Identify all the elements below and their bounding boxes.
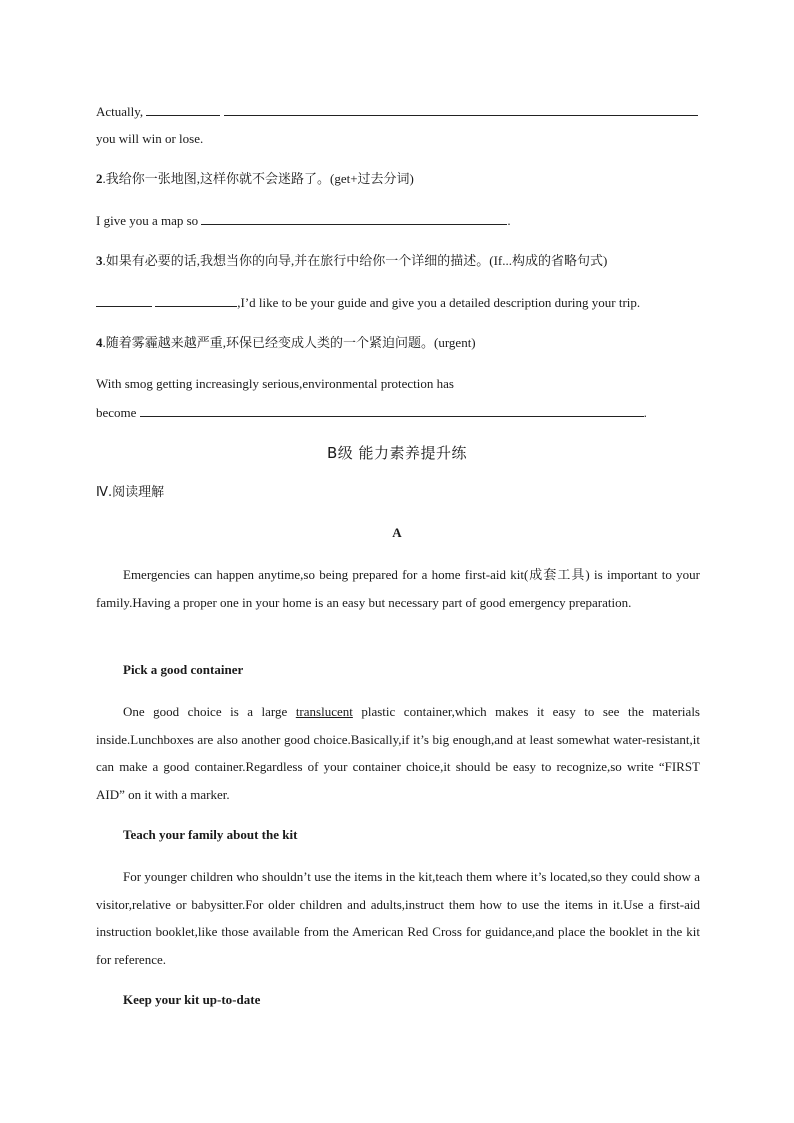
passage-label: A	[392, 525, 402, 540]
q1-prefix: Actually,	[96, 104, 144, 119]
q4-line-1: With smog getting increasingly serious,environmental protection has	[96, 376, 454, 391]
q2-prompt	[96, 170, 414, 188]
q3-blank-2[interactable]	[155, 293, 237, 307]
passage-paragraph-3	[96, 863, 700, 974]
q3-prompt-text: .如果有必要的话,我想当你的向导,并在旅行中给你一个详细的描述。(If...构成的省略句式)	[102, 253, 608, 268]
heading-teach-family: Teach your family about the kit	[123, 827, 298, 842]
q1-second-line: you will win or lose.	[96, 131, 204, 146]
q2-answer-line	[96, 211, 511, 230]
q3-answer-line	[96, 293, 640, 312]
q1-blank-1[interactable]	[146, 102, 220, 116]
underlined-word: translucent	[295, 704, 353, 719]
q2-blank[interactable]	[201, 211, 507, 225]
q2-answer-prefix: I give you a map so	[96, 213, 199, 228]
paragraph-2-text-a: One good choice is a large	[123, 704, 296, 719]
q4-line2-prefix: become	[96, 405, 137, 420]
q3-blank-1[interactable]	[96, 293, 152, 307]
heading-pick-container: Pick a good container	[123, 662, 244, 677]
q3-answer-suffix: ,I’d like to be your guide and give you a detailed description during your trip.	[237, 295, 641, 310]
q2-number: 2	[96, 171, 103, 186]
part-iv-heading: Ⅳ.阅读理解	[96, 485, 165, 500]
heading-keep-up-to-date: Keep your kit up-to-date	[123, 992, 261, 1007]
q4-blank[interactable]	[140, 403, 644, 417]
section-b-title: B级 能力素养提升练	[326, 444, 468, 462]
paragraph-2-text-b: plastic container,which makes it easy to see the materials inside.Lunchboxes are also another good choice.Basically,if it’s big enough,and at least somewhat water-resistant,it can make a good container.Regardless of your container choice,it should be easy to recognize,so write “FIRST AID” on it with a marker.	[96, 704, 700, 803]
passage-paragraph-1	[96, 561, 700, 616]
q3-number: 3	[96, 253, 103, 268]
paragraph-1-text: Emergencies can happen anytime,so being prepared for a home first-aid kit(成套工具) is important to your family.Having a proper one in your home is an easy but necessary part of good emergency preparation.	[96, 567, 700, 610]
q2-answer-suffix: .	[507, 213, 511, 228]
q1-blank-2[interactable]	[224, 102, 698, 116]
q4-line2-suffix: .	[643, 405, 647, 420]
paragraph-3-text: For younger children who shouldn’t use the items in the kit,teach them where it’s located,so they could show a visitor,relative or babysitter.For older children and adults,instruct them how to use the items in it.Use a first-aid instruction booklet,like those available from the American Red Cross for guidance,and place the booklet in the kit for reference.	[96, 869, 700, 968]
q4-prompt-text: .随着雾霾越来越严重,环保已经变成人类的一个紧迫问题。(urgent)	[102, 335, 476, 350]
q4-number: 4	[96, 335, 103, 350]
passage-paragraph-2	[96, 698, 700, 809]
q2-prompt-text: .我给你一张地图,这样你就不会迷路了。(get+过去分词)	[102, 171, 414, 186]
q3-prompt	[96, 252, 607, 270]
q1-answer-line	[96, 102, 698, 121]
q4-prompt	[96, 334, 476, 352]
q4-line-2	[96, 403, 647, 422]
